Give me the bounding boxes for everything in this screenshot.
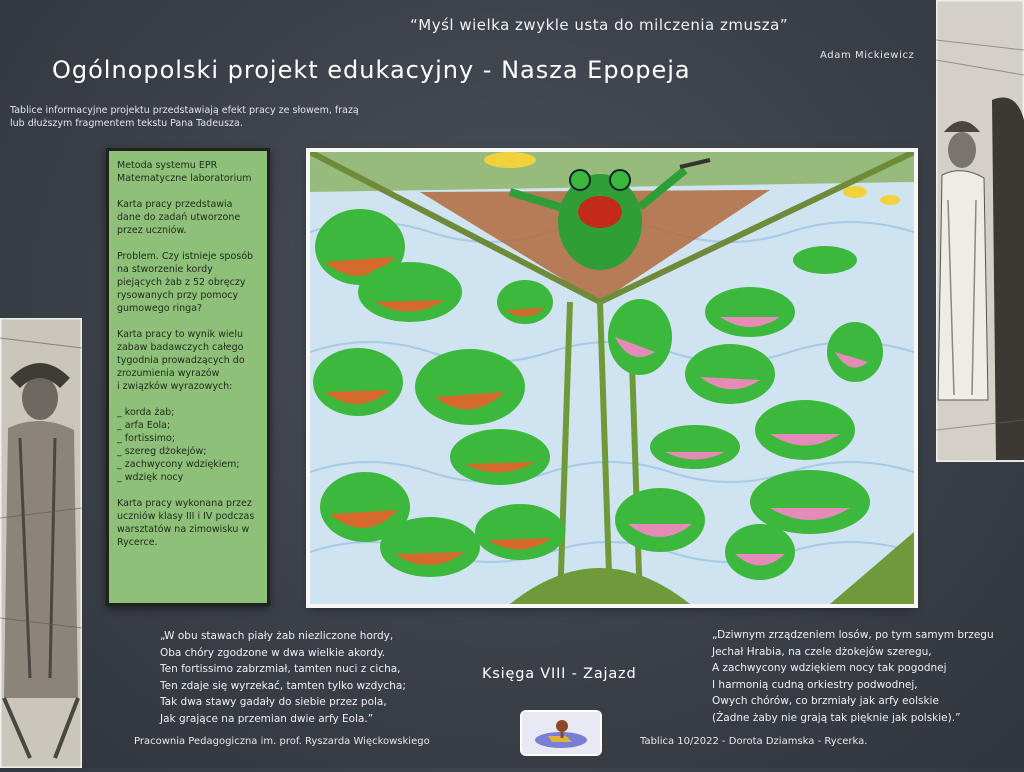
list-item: _ wdzięk nocy xyxy=(117,471,259,484)
left-engraving-image xyxy=(0,318,82,768)
problem-text: Problem. Czy istnieje sposób na stworzenie kordy piejących żab z 52 obręczy rysowanych przy pomocy gumowego ringa? xyxy=(117,251,254,314)
poem-line: Jechał Hrabia, na czele dżokejów szeregu, xyxy=(712,645,932,658)
list-item: _ fortissimo; xyxy=(117,432,259,445)
poem-left xyxy=(160,628,406,727)
quote-author: Adam Mickiewicz xyxy=(820,50,915,61)
right-engraving-image xyxy=(936,0,1024,462)
card-description: Karta pracy przedstawia dane do zadań utworzone przez uczniów. xyxy=(117,199,241,236)
intro-text: Tablice informacyjne projektu przedstawiają efekt pracy ze słowem, frazą lub dłuższym fragmentem tekstu Pana Tadeusza. xyxy=(10,105,359,129)
footer-left: Pracownia Pedagogiczna im. prof. Ryszarda Więckowskiego xyxy=(134,736,430,747)
poem-right xyxy=(712,627,994,726)
list-item: _ zachwycony wdziękiem; xyxy=(117,458,259,471)
poem-line: (Żadne żaby nie grają tak pięknie jak polskie).” xyxy=(712,711,961,724)
list-item: _ korda żab; xyxy=(117,406,259,419)
poem-line: A zachwycony wdziękiem nocy tak pogodnej xyxy=(712,662,947,674)
made-by-text: Karta pracy wykonana przez uczniów klasy III i IV podczas warsztatów na zimowisku w Rycerce. xyxy=(117,498,255,548)
poem-line: „W obu stawach piały żab niezliczone hordy, xyxy=(160,630,394,642)
method-text: Metoda systemu EPR Matematyczne laboratorium xyxy=(117,160,252,184)
poem-line: Jak grające na przemian dwie arfy Eola.” xyxy=(160,712,374,725)
poem-line: Tak dwa stawy gadały do siebie przez pola, xyxy=(160,696,387,708)
top-quote: “Myśl wielka zwykle usta do milczenia zmusza” xyxy=(410,16,789,34)
info-panel xyxy=(106,148,270,606)
list-item: _ szereg dżokejów; xyxy=(117,445,259,458)
poem-line: Owych chórów, co brzmiały jak arfy eolskie xyxy=(712,695,939,707)
project-badge-image xyxy=(522,712,600,754)
book-title: Księga VIII - Zajazd xyxy=(482,666,637,682)
footer-right: Tablica 10/2022 - Dorota Dziamska - Rycerka. xyxy=(640,736,868,747)
poem-line: Ten zdaje się wyrzekać, tamten tylko wzdycha; xyxy=(160,679,406,692)
poem-line: I harmonią cudną orkiestry podwodnej, xyxy=(712,678,918,691)
poem-line: „Dziwnym zrządzeniem losów, po tym samym brzegu xyxy=(712,629,994,641)
poem-line: Ten fortissimo zabrzmiał, tamten nuci z cicha, xyxy=(160,663,401,675)
page-title: Ogólnopolski projekt edukacyjny - Nasza Epopeja xyxy=(52,56,691,84)
vocabulary-list xyxy=(117,406,259,484)
poem-line: Oba chóry zgodzone w dwa wielkie akordy. xyxy=(160,646,386,659)
frog-drawing-image xyxy=(310,152,914,604)
list-item: _ arfa Eola; xyxy=(117,419,259,432)
result-text: Karta pracy to wynik wielu zabaw badawczych całego tygodnia prowadzących do zrozumienia wyrazów i związków wyrazowych: xyxy=(117,329,245,392)
